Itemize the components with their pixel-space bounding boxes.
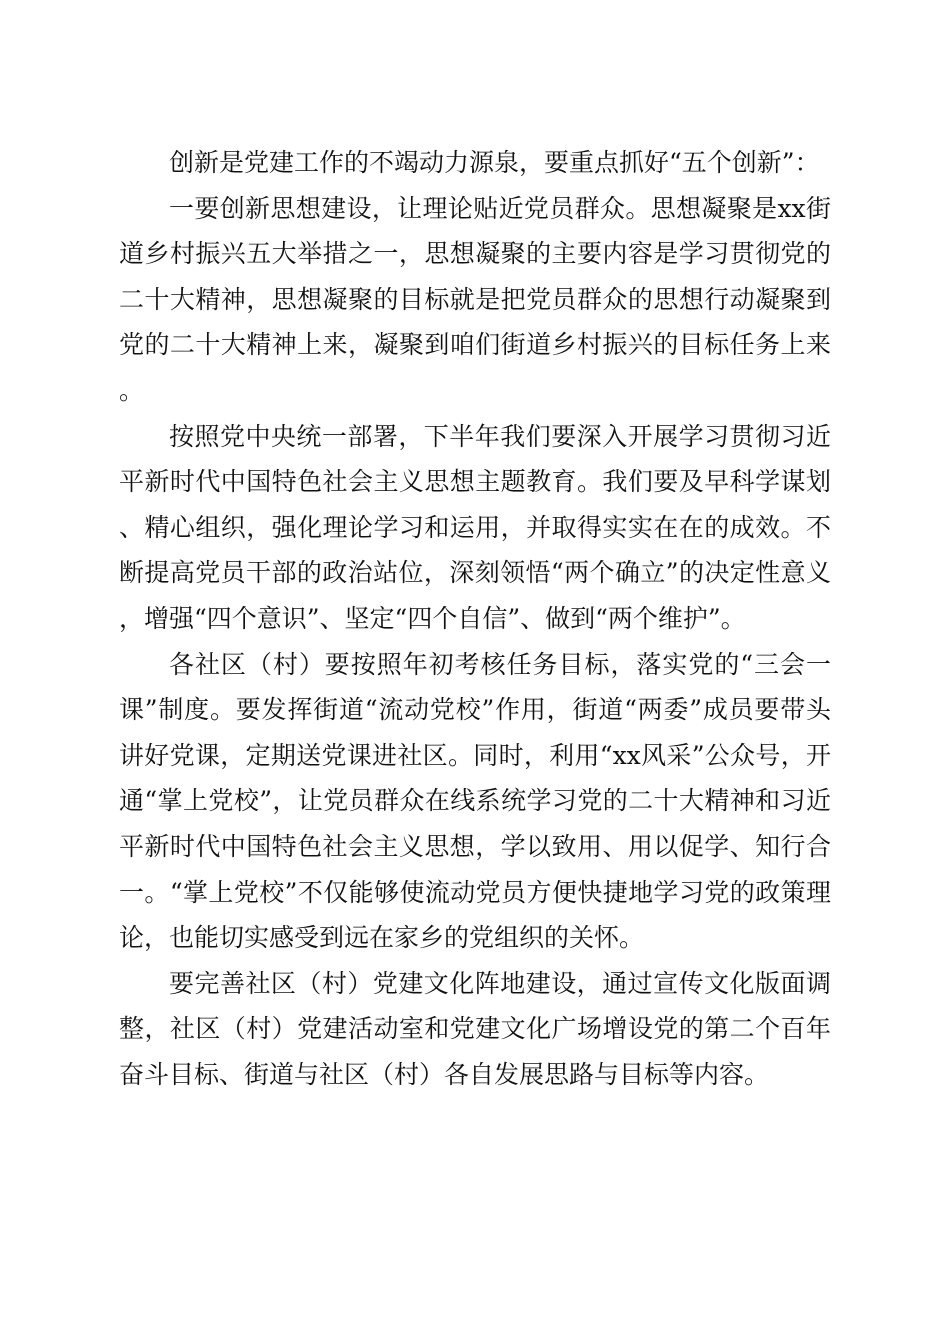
paragraph-ideology-building: 一要创新思想建设，让理论贴近党员群众。思想凝聚是xx街道乡村振兴五大举措之一，思想凝聚的主要内容是学习贯彻党的二十大精神，思想凝聚的目标就是把党员群众的思想行动凝聚到党的二十大精神上来，凝聚到咱们街道乡村振兴的目标任务上来。 <box>119 193 831 405</box>
document-body <box>119 140 831 1097</box>
paragraph-culture-position: 要完善社区（村）党建文化阵地建设，通过宣传文化版面调整，社区（村）党建活动室和党建文化广场增设党的第二个百年奋斗目标、街道与社区（村）各自发展思路与目标等内容。 <box>119 968 831 1089</box>
paragraph-party-school: 各社区（村）要按照年初考核任务目标，落实党的“三会一课”制度。要发挥街道“流动党校”作用，街道“两委”成员要带头讲好党课，定期送党课进社区。同时，利用“xx风采”公众号，开通“掌上党校”，让党员群众在线系统学习党的二十大精神和习近平新时代中国特色社会主义思想，学以致用、用以促学、知行合一。“掌上党校”不仅能够使流动党员方便快捷地学习党的政策理论，也能切实感受到远在家乡的党组织的关怀。 <box>119 649 831 953</box>
paragraph-theme-education: 按照党中央统一部署，下半年我们要深入开展学习贯彻习近平新时代中国特色社会主义思想主题教育。我们要及早科学谋划、精心组织，强化理论学习和运用，并取得实实在在的成效。不断提高党员干部的政治站位，深刻领悟“两个确立”的决定性意义，增强“四个意识”、坚定“四个自信”、做到“两个维护”。 <box>119 421 831 633</box>
paragraph-intro: 创新是党建工作的不竭动力源泉，要重点抓好“五个创新”： <box>169 148 820 177</box>
